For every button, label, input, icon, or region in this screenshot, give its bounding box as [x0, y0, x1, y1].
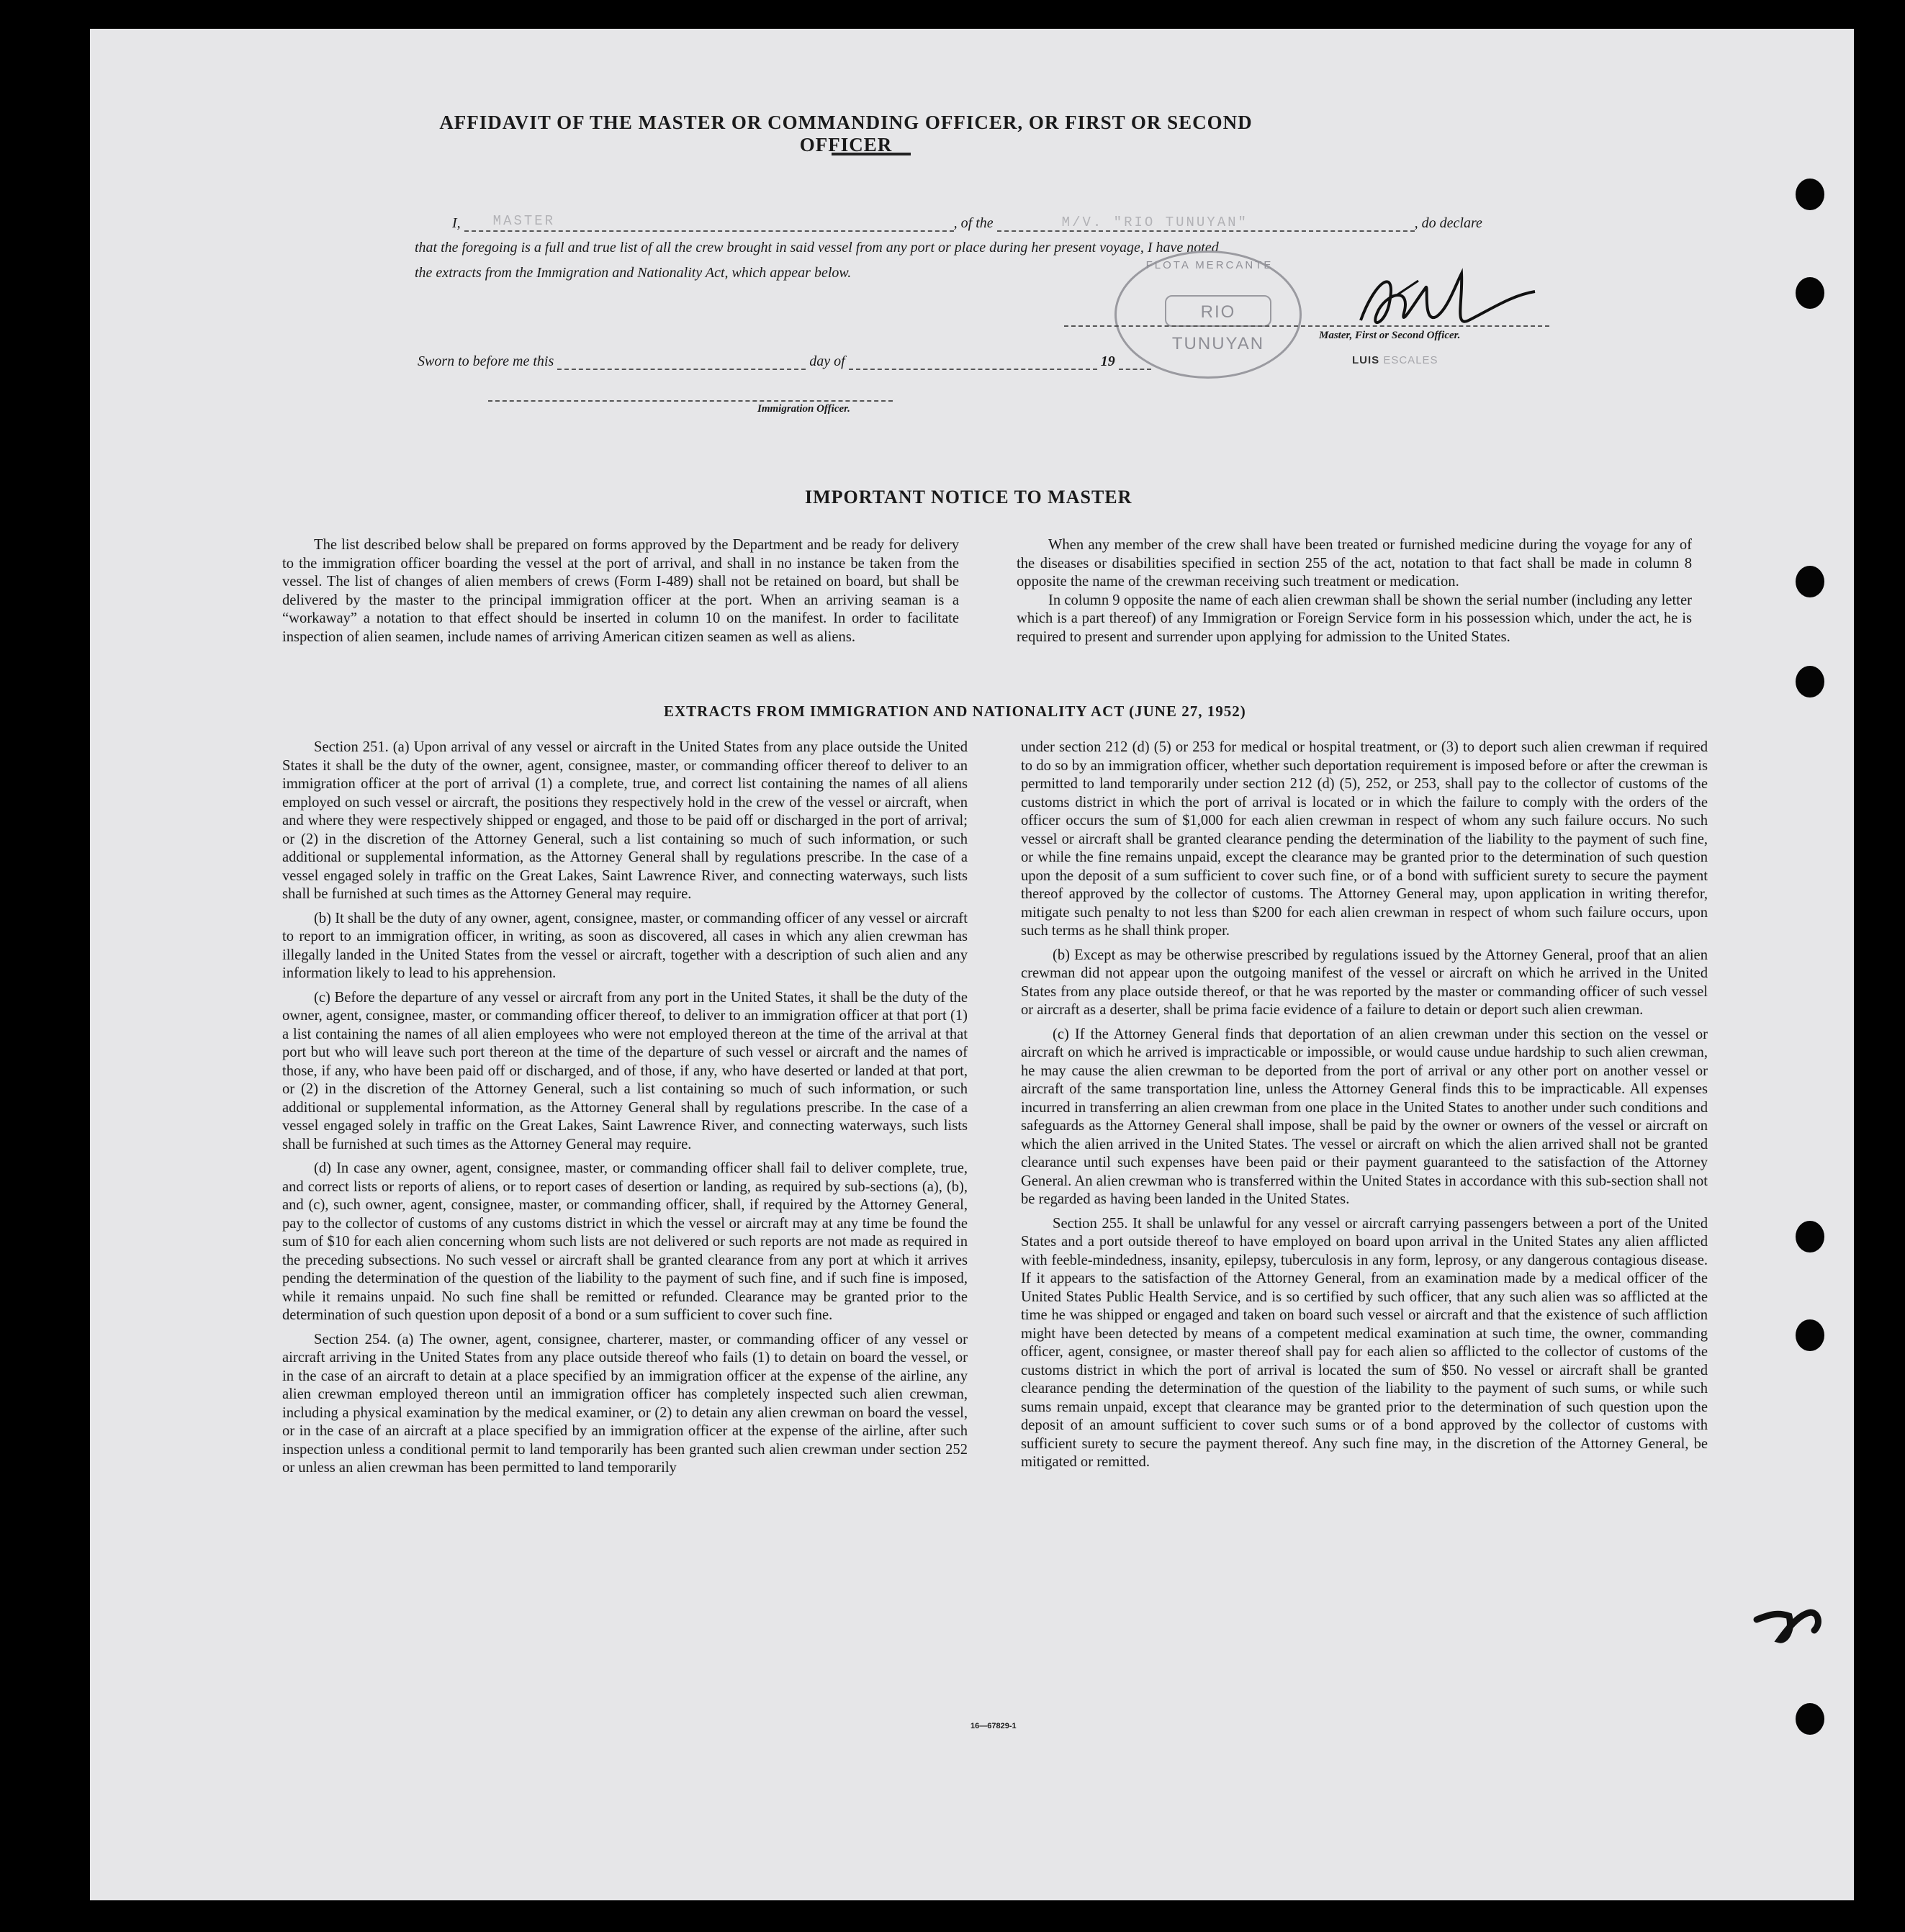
handwritten-mark — [1749, 1598, 1829, 1656]
sworn-label: Sworn to before me this — [418, 353, 554, 369]
day-of-label: day of — [809, 353, 845, 369]
section-254c: (c) If the Attorney General finds that deportation of an alien crewman under this section on the vessel or aircraft on which he arrived is impracticable or impossible, or would cause undue hardship to such alien crewman, he may cause the alien crewman to be deported from the port of arrival or any other port on another vessel or aircraft of the same transportation line, unless the Attorney General finds this to be impracticable. All expenses incurred in transferring an alien crewman from one place in the United States to another under such conditions and safeguards as the Attorney General shall impose, shall be paid by the owner or owners of the vessel or aircraft on which the alien arrived in the United States. The vessel or aircraft on which the alien arrived shall not be granted clearance until such expenses have been paid or their payment guaranteed to the satisfaction of the Attorney General. An alien crewman who is transferred within the United States in accordance with this sub-section shall not be regarded as having been landed in the United States. — [1021, 1026, 1708, 1207]
binder-hole — [1796, 179, 1824, 210]
signer-name-printed: LUIS — [1352, 354, 1380, 366]
section-254a-continued: under section 212 (d) (5) or 253 for medical or hospital treatment, or (3) to deport such alien crewman if required to do so by an immigration officer, whether such deportation requirement is imposed before or after the crewman is permitted to land temporarily under section 212 (d) (5), 252, or 253, shall pay to the collector of customs of the customs district in which the port of arrival is located or in which the failure to comply with the orders of the officer occurs the sum of $1,000 for each alien crewman in respect of whom any such failure occurs. No such vessel or aircraft shall be granted clearance pending the determination of the liability to the payment of such fine, or while the fine remains unpaid, except the clearance may be granted prior to the determination of such question upon the deposit of a sum sufficient to cover such fine, or of a bond with sufficient surety to secure the payment thereof approved by the collector of customs. The Attorney General may, upon application in writing therefor, mitigate such penalty to not less than $200 for each alien crewman in respect of whom such failure occurs, upon such terms as he shall think proper. — [1021, 739, 1708, 939]
notice-left-paragraph: The list described below shall be prepared on forms approved by the Department and be ready for delivery to the immigration officer boarding the vessel at the port of arrival, and shall in no instance be taken from the vessel. The list of changes of alien members of crews (Form I-489) shall not be retained on board, but shall be delivered by the master to the principal immigration officer at the port. When an arriving seaman is a “workaway” a notation to that effect should be inserted in column 10 on the manifest. In order to facilitate inspection of alien seamen, include names of arriving American citizen seamen as well as aliens. — [282, 537, 959, 645]
extracts-title: EXTRACTS FROM IMMIGRATION AND NATIONALITY ACT (JUNE 27, 1952) — [664, 703, 1246, 720]
section-251c: (c) Before the departure of any vessel or aircraft from any port in the United States, it shall be the duty of the owner, agent, consignee, master, or commanding officer thereof, to deliver to an immigration officer at that port (1) a list containing the names of all alien employees who were not employed thereon at the time of the arrival at that port but who will leave such port thereon at the time of the departure of such vessel or aircraft and the names of those, if any, who have been paid off or discharged, and of those, if any, who have deserted or landed at that port, or (2) in the discretion of the Attorney General, such a list containing so much of such information, or such additional or supplemental information, as the Attorney General shall by regulations prescribe. In the case of a vessel engaged solely in traffic on the Great Lakes, Saint Lawrence River, and connecting waterways, such lists shall be furnished at such times as the Attorney General may require. — [282, 989, 968, 1152]
binder-hole — [1796, 1221, 1824, 1252]
stamp-center-text: RIO TUNUYAN — [1165, 295, 1271, 327]
declaration-line-3: the extracts from the Immigration and Nationality Act, which appear below. — [415, 265, 852, 281]
section-251d: (d) In case any owner, agent, consignee, master, or commanding officer shall fail to deliver complete, true, and correct lists or reports of aliens, or to report cases of desertion or landing, as required by sub-sections (a), (b), and (c), such owner, agent, consignee, master, or commanding officer, shall, if required by the Attorney General, pay to the collector of customs of any customs district in which the vessel or aircraft may at any time be found the sum of $10 for each alien concerning whom such lists are not delivered or such reports are not made as required in the preceding subsections. No such vessel or aircraft shall be granted clearance from any port at which it arrives pending the determination of the question of the liability to the payment of such fine, and if such fine is imposed, while it remains unpaid. No such fine shall be remitted or refunded. Clearance may be granted prior to the determination of such question upon deposit of a bond or a sum sufficient to cover such fine. — [282, 1160, 968, 1323]
extracts-right-column — [1021, 739, 1708, 1478]
signer-name-faint: ESCALES — [1383, 354, 1438, 366]
declaration-line-2: that the foregoing is a full and true list of all the crew brought in said vessel from any port or place during her present voyage, I have noted — [415, 240, 1219, 256]
immigration-officer-caption: Immigration Officer. — [757, 403, 850, 415]
section-251b: (b) It shall be the duty of any owner, agent, consignee, master, or commanding officer of any vessel or aircraft to report to an immigration officer, in writing, as soon as discovered, all cases in which any alien crewman has illegally landed in the United States from the vessel or aircraft, together with a description of such alien and any information likely to lead to his apprehension. — [282, 910, 968, 981]
binder-hole — [1796, 277, 1824, 309]
section-254a: Section 254. (a) The owner, agent, consignee, charterer, master, or commanding officer of any vessel or aircraft arriving in the United States from any place outside thereof who fails (1) to detain on board the vessel, or in the case of an aircraft to detain at a place specified by an immigration officer at the expense of the airline, any alien crewman employed thereon until an immigration officer has completely inspected such alien crewman, including a physical examination by the medical examiner, or (2) to detain any alien crewman on board the vessel, or in the case of an aircraft at a place specified by an immigration officer at the expense of the airline, after such inspection unless a conditional permit to land temporarily has been granted such alien crewman under section 252 or unless an alien crewman has been permitted to land temporarily — [282, 1331, 968, 1476]
sworn-month-field[interactable] — [849, 351, 1097, 370]
sworn-line — [418, 351, 1151, 370]
label-i: I, — [452, 215, 461, 231]
rank-field[interactable]: MASTER — [464, 213, 954, 232]
year-prefix: 19 — [1100, 353, 1115, 369]
label-do-declare: , do declare — [1414, 215, 1482, 231]
binder-hole — [1796, 666, 1824, 698]
section-254b: (b) Except as may be otherwise prescribed by regulations issued by the Attorney General, proof that an alien crewman did not appear upon the outgoing manifest of the vessel or aircraft on which he arrived in the United States from any place outside thereof, or that he was reported by the master or commanding officer of such vessel or aircraft as a deserter, shall be prima facie evidence of a failure to detain or deport such alien crewman. — [1021, 947, 1708, 1018]
sworn-year-field[interactable] — [1119, 351, 1151, 370]
section-255: Section 255. It shall be unlawful for any vessel or aircraft carrying passengers between a port of the United States and a port outside thereof to have employed on board upon arrival in the United States any alien afflicted with feeble-mindedness, insanity, epilepsy, tuberculosis in any form, leprosy, or any dangerous contagious disease. If it appears to the satisfaction of the Attorney General, from an examination made by a medical officer of the United States Public Health Service, and is so certified by such officer, that any such alien was so afflicted at the time he was shipped or engaged and taken on board such vessel or aircraft and that the existence of such affliction might have been detected by means of a competent medical examination at such time, the owner, commanding officer, agent, consignee, or master thereof shall pay for each alien so afflicted to the collector of customs of the customs district in which the port of arrival is located the sum of $50. No vessel or aircraft shall be granted clearance pending the determination of the question of the liability to the payment of such sums, or while such sums remain unpaid, except that clearance may be granted prior to the determination of such question upon the deposit of an amount sufficient to cover such sums or of a bond approved by the collector of customs with sufficient surety to secure the payment thereof. Any such fine may, in the discretion of the Attorney General, be mitigated or remitted. — [1021, 1215, 1708, 1470]
label-of-the: , of the — [953, 215, 994, 231]
sworn-day-field[interactable] — [557, 351, 806, 370]
affidavit-title: AFFIDAVIT OF THE MASTER OR COMMANDING OFFICER, OR FIRST OR SECOND OFFICER — [439, 112, 1253, 155]
section-251a: Section 251. (a) Upon arrival of any vessel or aircraft in the United States from any place outside the United States it shall be the duty of the owner, agent, consignee, master, or commanding officer thereof to deliver to an immigration officer at the port of arrival (1) a complete, true, and correct list containing the names of all aliens employed on such vessel or aircraft, the positions they respectively hold in the crew of the vessel or aircraft, when and where they were respectively shipped or engaged, and those to be paid off or discharged in the port of arrival; or (2) in the discretion of the Attorney General, such a list containing so much of such information, or such additional or supplemental information, as the Attorney General shall by regulations prescribe. In the case of a vessel engaged solely in traffic on the Great Lakes, Saint Lawrence River, and connecting waterways, such lists shall be furnished at such times as the Attorney General may require. — [282, 739, 968, 902]
title-divider — [832, 153, 911, 155]
vessel-field[interactable]: M/V. "RIO TUNUYAN" — [997, 215, 1415, 232]
notice-right-paragraph: In column 9 opposite the name of each alien crewman shall be shown the serial number (including any letter which is a part thereof) of any Immigration or Foreign Service form in his possession which, under the act, he is required to present and surrender upon applying for admission to the United States. — [1017, 592, 1692, 645]
notice-right-paragraph: When any member of the crew shall have been treated or furnished medicine during the voyage for any of the diseases or disabilities specified in section 255 of the act, notation to that fact shall be made in column 8 opposite the name of the crewman receiving such treatment or medication. — [1017, 537, 1692, 590]
binder-hole — [1796, 1703, 1824, 1735]
form-page-code: 16—67829-1 — [970, 1722, 1017, 1730]
binder-hole — [1796, 566, 1824, 597]
immigration-officer-line — [488, 400, 893, 402]
notice-title: IMPORTANT NOTICE TO MASTER — [805, 487, 1132, 507]
extracts-left-column — [282, 739, 968, 1484]
stamp-top-text: FLOTA MERCANTE — [1145, 259, 1274, 271]
declaration-line-1 — [452, 213, 1482, 232]
master-caption: Master, First or Second Officer. — [1319, 330, 1461, 341]
notice-right-column — [1017, 536, 1692, 652]
notice-left-column — [282, 536, 959, 652]
signer-name — [1352, 354, 1438, 366]
binder-hole — [1796, 1319, 1824, 1351]
